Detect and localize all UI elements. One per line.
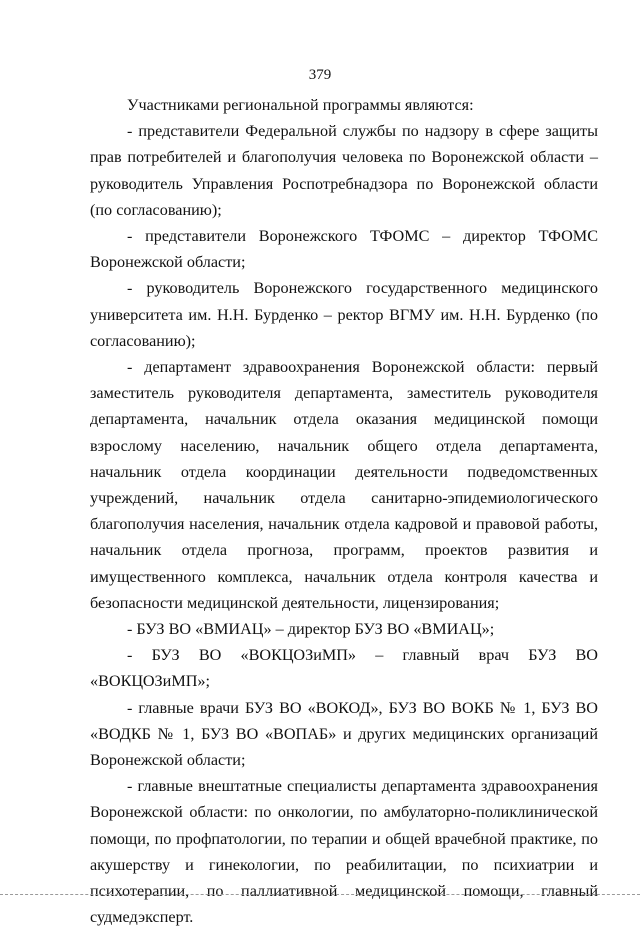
page-number: 379 <box>308 67 332 83</box>
list-item-chief-specialists: - главные внештатные специалисты департамента здравоохранения Воронежской области: по онкологии, по амбулаторно-поликлинической помощи, по профпатологии, по терапии и общей врачебной практике, по акушерству и гинекологии, по реабилитации, по психиатрии и психотерапии, по паллиативной медицинской помощи, главный судмедэксперт. <box>90 777 598 927</box>
document-body <box>90 92 598 931</box>
list-item-rospotrebnadzor: - представители Федеральной службы по надзору в сфере защиты прав потребителей и благополучия человека по Воронежской области – руководитель Управления Роспотребнадзора по Воронежской области (по согласованию); <box>90 122 598 219</box>
bottom-divider <box>0 894 640 895</box>
list-item-vokcozimp: - БУЗ ВО «ВОКЦОЗиМП» – главный врач БУЗ ВО «ВОКЦОЗиМП»; <box>90 646 598 691</box>
list-item-university: - руководитель Воронежского государственного медицинского университета им. Н.Н. Бурденко – ректор ВГМУ им. Н.Н. Бурденко (по согласованию); <box>90 279 598 350</box>
list-item-chief-doctors: - главные врачи БУЗ ВО «ВОКОД», БУЗ ВО ВОКБ № 1, БУЗ ВО «ВОДКБ № 1, БУЗ ВО «ВОПАБ» и других медицинских организаций Воронежской области; <box>90 698 598 770</box>
list-item-tfoms: - представители Воронежского ТФОМС – директор ТФОМС Воронежской области; <box>90 227 598 272</box>
list-item-vmiac: - БУЗ ВО «ВМИАЦ» – директор БУЗ ВО «ВМИАЦ»; <box>127 620 495 639</box>
intro-paragraph: Участниками региональной программы являются: <box>127 96 474 114</box>
list-item-health-department: - департамент здравоохранения Воронежской области: первый заместитель руководителя департамента, заместитель руководителя департамента, начальник отдела оказания медицинской помощи взрослому населению, начальник общего отдела департамента, начальник отдела координации деятельности подведомственных учреждений, начальник отдела санитарно-эпидемиологического благополучия населения, начальник отдела кадровой и правовой работы, начальник отдела прогноза, программ, проектов развития и имущественного комплекса, начальник отдела контроля качества и безопасности медицинской деятельности, лицензирования; <box>90 358 598 612</box>
